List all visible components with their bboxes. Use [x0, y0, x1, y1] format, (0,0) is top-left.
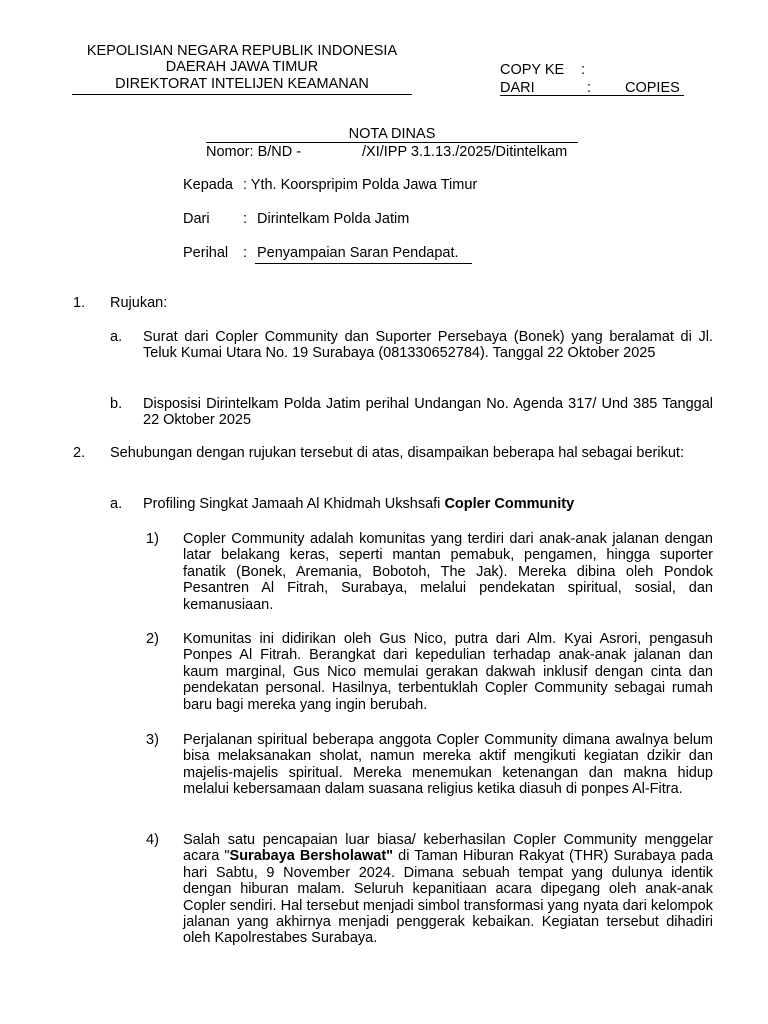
copy-label: COPY KE	[500, 62, 565, 78]
point-4-text-end: di Taman Hiburan Rakyat (THR) Surabaya pada hari Sabtu, 9 November 2024. Dimana sebuah tempat yang dulunya identik dengan hiburan malam. Seluruh kepanitiaan acara dipegang oleh anak-anak Copler sendiri. Hal tersebut menjadi simbol transformasi yang nyata dari kelompok jalanan yang akhirnya menjadi penggerak kebaikan. Kegiatan tersebut dihadiri oleh Kapolrestabes Surabaya.	[183, 848, 714, 947]
dari-colon: :	[243, 211, 248, 227]
point-3-number: 3)	[146, 732, 159, 748]
point-4-text-start: Salah satu pencapaian luar biasa/ keberhasilan Copler Community menggelar acara "	[183, 832, 713, 865]
point-4-text	[183, 832, 713, 947]
point-1-number: 1)	[146, 531, 159, 547]
dari-label: Dari	[183, 211, 210, 227]
letterhead	[60, 43, 424, 92]
section-2a-heading	[143, 496, 713, 512]
section-2a-number: a.	[110, 496, 123, 512]
point-4-number: 4)	[146, 832, 159, 848]
title-underline	[206, 142, 578, 143]
point-4-event-name: Surabaya Bersholawat"	[229, 848, 394, 865]
perihal-value: Penyampaian Saran Pendapat.	[257, 245, 459, 261]
copies-underline	[500, 95, 684, 96]
perihal-colon: :	[243, 245, 248, 261]
section-2-text: Sehubungan dengan rujukan tersebut di atas, disampaikan beberapa hal sebagai berikut:	[110, 445, 684, 461]
point-2-text: Komunitas ini didirikan oleh Gus Nico, putra dari Alm. Kyai Asrori, pengasuh Ponpes Al Fitrah. Berangkat dari kepedulian terhadap anak-anak jalanan dan kaum marginal, Gus Nico memulai gerakan dakwah inklusif dengan cinta dan pendekatan personal. Hasilnya, terbentuklah Copler Community sebagai rumah baru bagi mereka yang ingin berubah.	[183, 631, 713, 713]
perihal-underline	[255, 263, 472, 264]
section-1b-text: Disposisi Dirintelkam Polda Jatim perihal Undangan No. Agenda 317/ Und 385 Tanggal 22 Oktober 2025	[143, 396, 713, 429]
perihal-label: Perihal	[183, 245, 229, 261]
letterhead-underline	[72, 94, 412, 95]
dari-value: Dirintelkam Polda Jatim	[257, 211, 410, 227]
copies-label: COPIES	[625, 80, 680, 96]
point-3-text: Perjalanan spiritual beberapa anggota Copler Community dimana awalnya belum bisa melaksanakan sholat, namun mereka aktif mengikuti kegiatan dzikir dan majelis-majelis spiritual. Mereka menemukan ketenangan dan makna hidup melalui kebersamaan dalam suasana religius ketika diasuh di ponpes Al-Fitra.	[183, 732, 713, 798]
section-1a-text: Surat dari Copler Community dan Suporter Persebaya (Bonek) yang beralamat di Jl. Teluk Kumai Utara No. 19 Surabaya (081330652784). Tanggal 22 Oktober 2025	[143, 329, 713, 362]
nomor-suffix: /XI/IPP 3.1.13./2025/Ditintelkam	[362, 144, 568, 160]
section-2a-bold: Copler Community	[444, 496, 575, 512]
point-2-number: 2)	[146, 631, 159, 647]
org-name: KEPOLISIAN NEGARA REPUBLIK INDONESIA	[86, 43, 398, 59]
section-1-number: 1.	[73, 295, 86, 311]
kepada-value: : Yth. Koorspripim Polda Jawa Timur	[243, 177, 478, 193]
copy-colon: :	[581, 62, 586, 78]
section-1-title: Rujukan:	[110, 295, 168, 311]
document-title: NOTA DINAS	[348, 126, 436, 142]
org-directorate: DIREKTORAT INTELIJEN KEAMANAN	[115, 75, 369, 92]
kepada-label: Kepada	[183, 177, 233, 193]
section-1a-number: a.	[110, 329, 123, 345]
section-2-number: 2.	[73, 445, 86, 461]
point-1-text: Copler Community adalah komunitas yang terdiri dari anak-anak jalanan dengan latar belakang keras, seperti mantan pemabuk, pengamen, hingga suporter fanatik (Bonek, Aremania, Bobotoh, The Jak). Mereka dibina oleh Pondok Pesantren Al Fitrah, Surabaya, melalui pendekatan spiritual, sosial, dan kemanusiaan.	[183, 531, 713, 613]
section-2a-text: Profiling Singkat Jamaah Al Khidmah Ukshsafi	[143, 496, 445, 512]
section-1b-number: b.	[110, 396, 123, 412]
dari-copies-label: DARI	[500, 80, 535, 96]
org-region: DAERAH JAWA TIMUR	[165, 59, 319, 76]
dari-copies-colon: :	[587, 80, 592, 96]
nomor-prefix: Nomor: B/ND -	[206, 144, 302, 160]
